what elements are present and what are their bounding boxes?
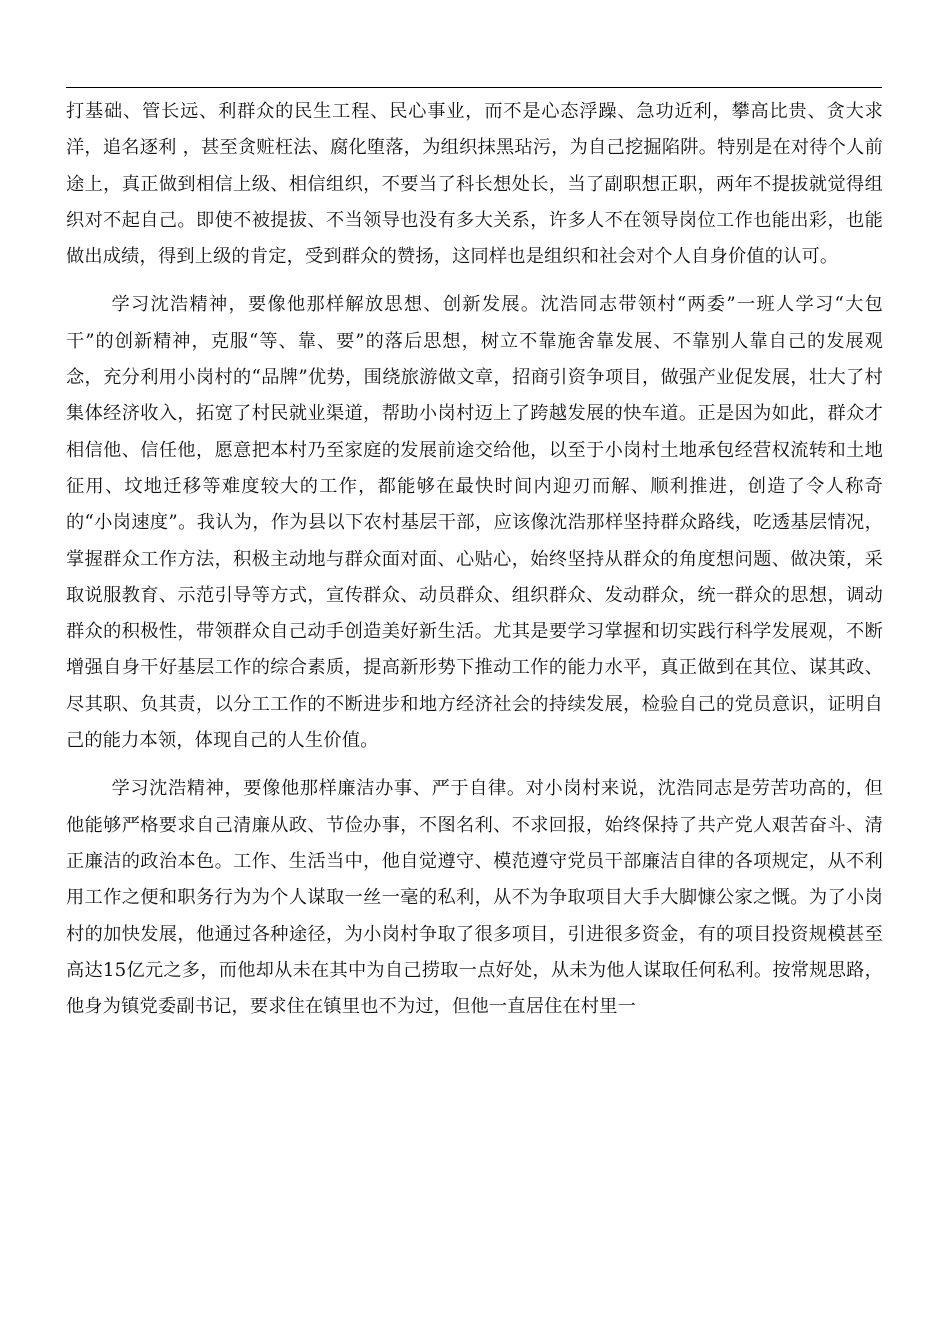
header-rule	[66, 87, 882, 88]
paragraph-emancipate-mind: 学习沈浩精神，要像他那样解放思想、创新发展。沈浩同志带领村“两委”一班人学习“大包干”的创新精神，克服“等、靠、要”的落后思想，树立不靠施舍靠发展、不靠别人靠自己的发展观念，充分利用小岗村的“品牌”优势，围绕旅游做文章，招商引资争项目，做强产业促发展，壮大了村集体经济收入，拓宽了村民就业渠道，帮助小岗村迈上了跨越发展的快车道。正是因为如此，群众才相信他、信任他，愿意把本村乃至家庭的发展前途交给他，以至于小岗村土地承包经营权流转和土地征用、坟地迁移等难度较大的工作，都能够在最快时间内迎刃而解、顺利推进，创造了令人称奇的“小岗速度”。我认为，作为县以下农村基层干部，应该像沈浩那样坚持群众路线，吃透基层情况，掌握群众工作方法，积极主动地与群众面对面、心贴心，始终坚持从群众的角度想问题、做决策，采取说服教育、示范引导等方式，宣传群众、动员群众、组织群众、发动群众，统一群众的思想，调动群众的积极性，带领群众自己动手创造美好新生活。尤其是要学习掌握和切实践行科学发展观，不断增强自身干好基层工作的综合素质，提高新形势下推动工作的能力水平，真正做到在其位、谋其政、尽其职、负其责，以分工工作的不断进步和地方经济社会的持续发展，检验自己的党员意识，证明自己的能力本领，体现自己的人生价值。	[66, 294, 883, 752]
document-body	[66, 94, 883, 1037]
paragraph-continued: 打基础、管长远、利群众的民生工程、民心事业，而不是心态浮躁、急功近利，攀高比贵、贪大求洋，追名逐利 ，甚至贪赃枉法、腐化堕落，为组织抹黑玷污，为自己挖掘陷阱。特别是在对待个人前途上，真正做到相信上级、相信组织，不要当了科长想处长，当了副职想正职，两年不提拔就觉得组织对不起自己。即使不被提拔、不当领导也没有多大关系，许多人不在领导岗位工作也能出彩，也能做出成绩，得到上级的肯定，受到群众的赞扬，这同样也是组织和社会对个人自身价值的认可。	[66, 101, 883, 268]
paragraph-integrity: 学习沈浩精神，要像他那样廉洁办事、严于自律。对小岗村来说，沈浩同志是劳苦功高的，但他能够严格要求自己清廉从政、节俭办事，不图名利、不求回报，始终保持了共产党人艰苦奋斗、清正廉洁的政治本色。工作、生活当中，他自觉遵守、模范遵守党员干部廉洁自律的各项规定，从不利用工作之便和职务行为为个人谋取一丝一毫的私利，从不为争取项目大手大脚慷公家之慨。为了小岗村的加快发展，他通过各种途径，为小岗村争取了很多项目，引进很多资金，有的项目投资规模甚至高达15亿元之多，而他却从未在其中为自己捞取一点好处，从未为他人谋取任何私利。按常规思路，他身为镇党委副书记，要求住在镇里也不为过，但他一直居住在村里一	[66, 778, 883, 1018]
